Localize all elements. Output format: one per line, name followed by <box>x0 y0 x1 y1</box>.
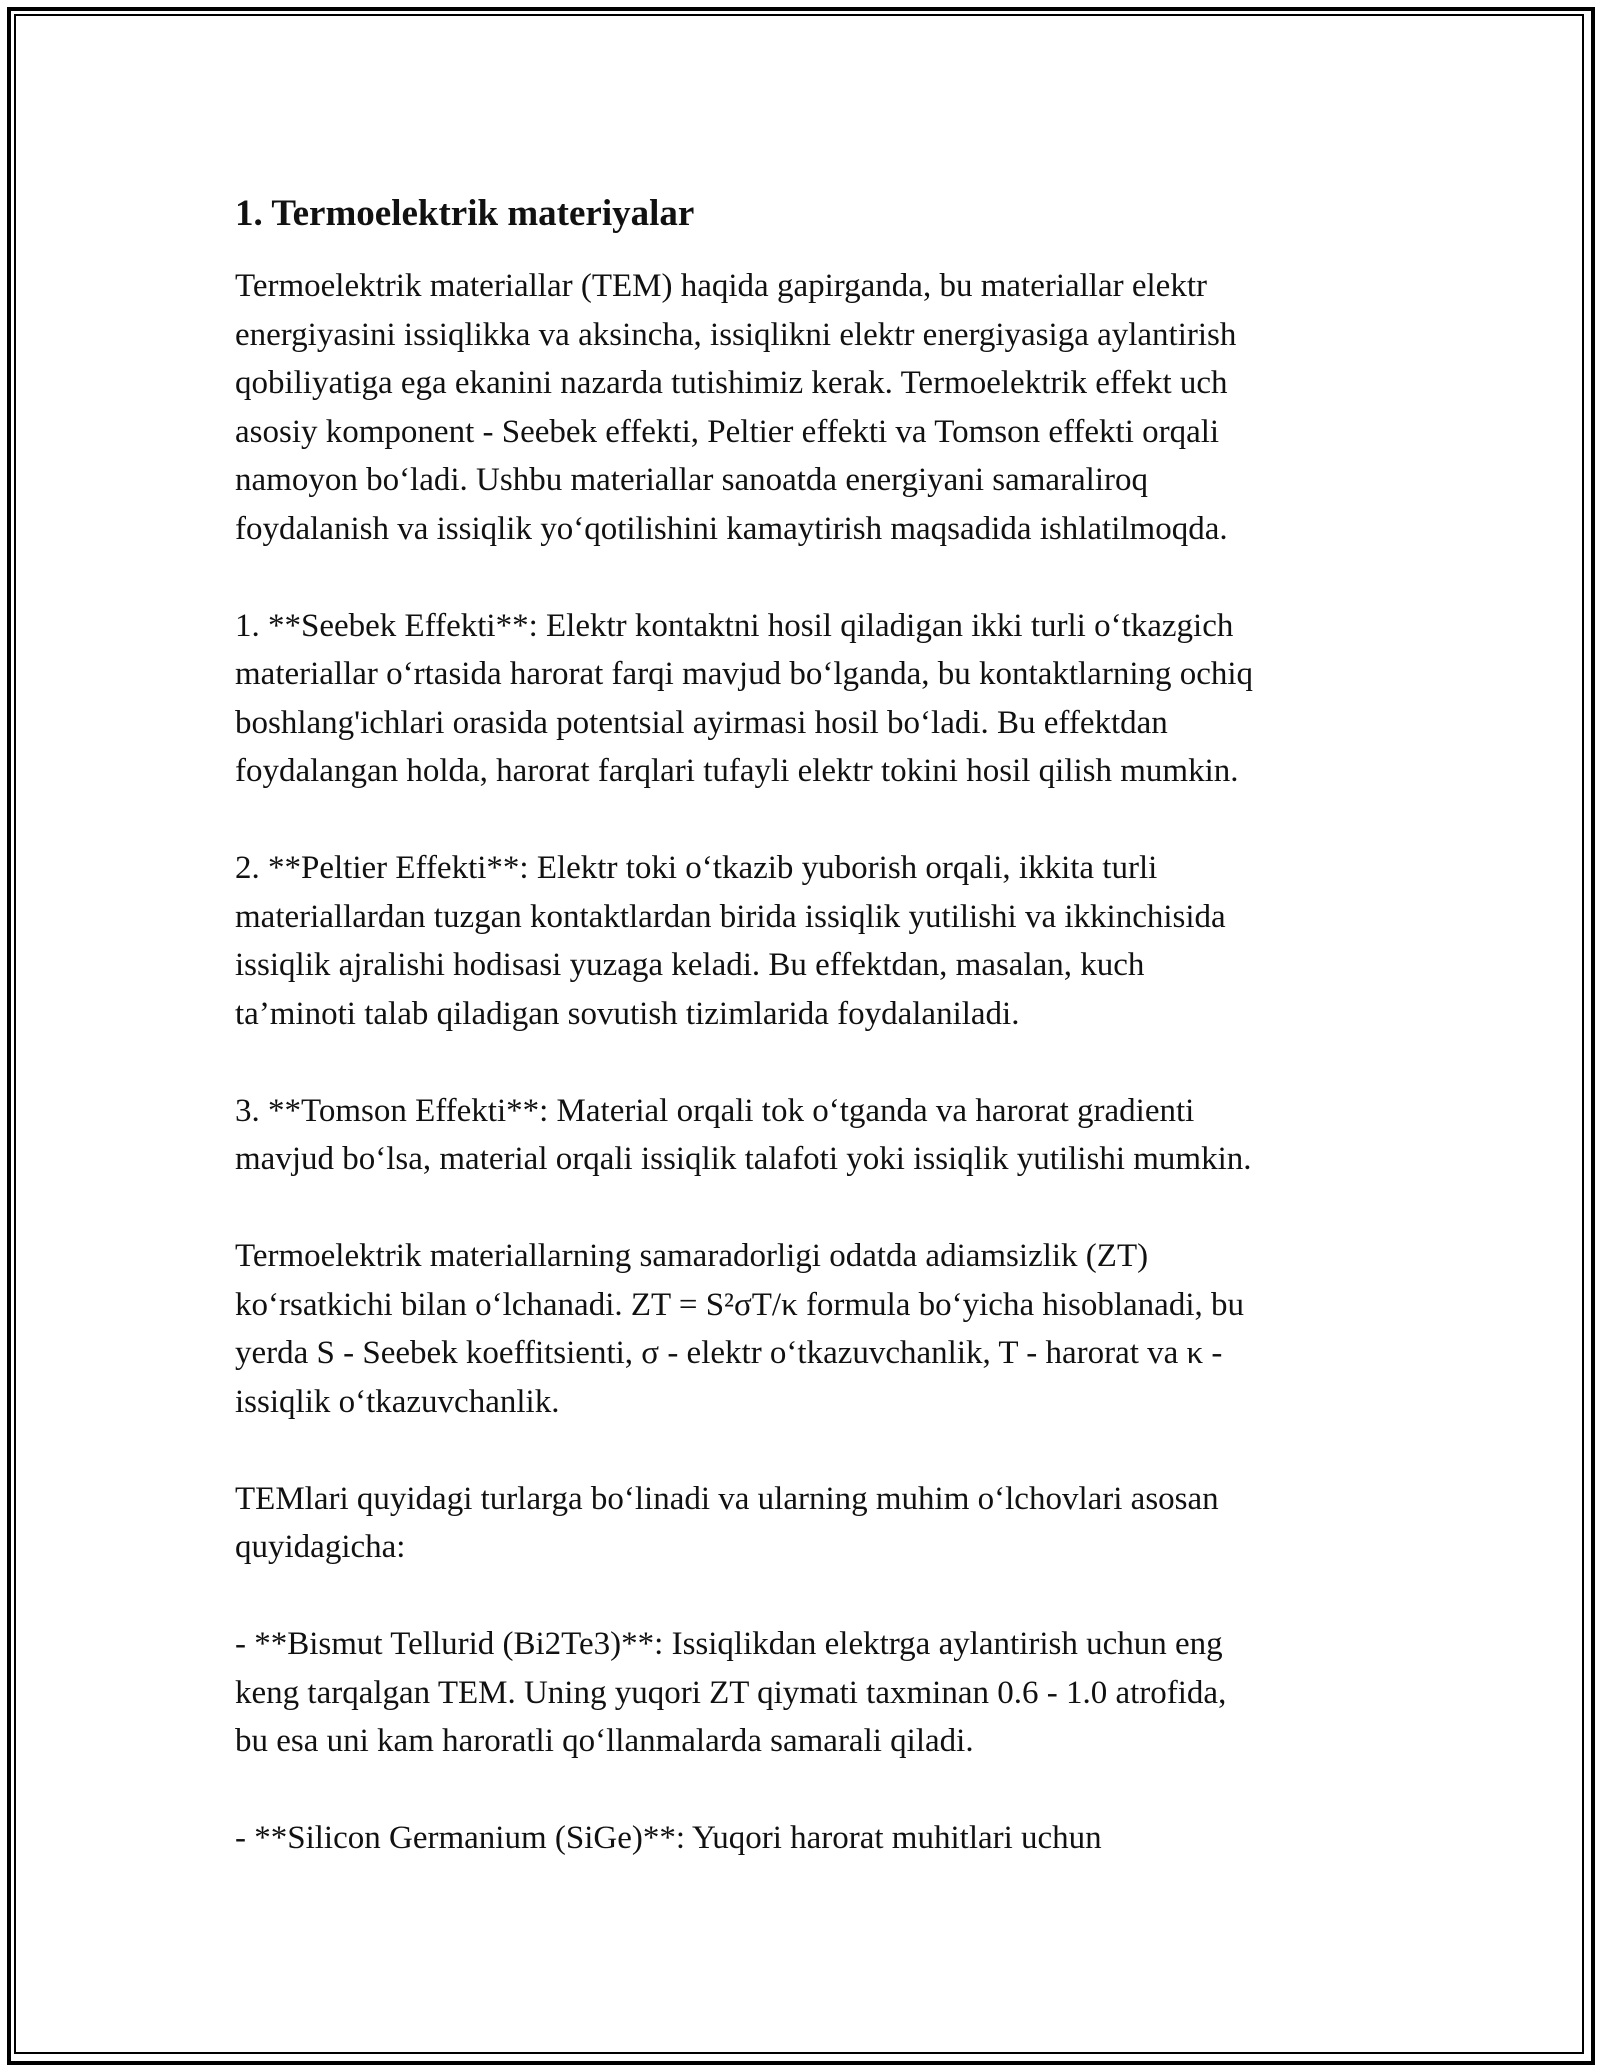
paragraph-peltier: 2. **Peltier Effekti**: Elektr toki o‘tkazib yuborish orqali, ikkita turli materiallardan tuzgan kontaktlardan birida issiqlik yutilishi va ikkinchisida issiqlik ajralishi hodisasi yuzaga keladi. Bu effektdan, masalan, kuch ta’minoti talab qiladigan sovutish tizimlarida foydalaniladi. <box>235 850 1226 1032</box>
paragraph-intro: Termoelektrik materiallar (TEM) haqida gapirganda, bu materiallar elektr energiyasini issiqlikka va aksincha, issiqlikni elektr energiyasiga aylantirish qobiliyatiga ega ekanini nazarda tutishimiz kerak. Termoelektrik effekt uch asosiy komponent - Seebek effekti, Peltier effekti va Tomson effekti orqali namoyon bo‘ladi. Ushbu materiallar sanoatda energiyani samaraliroq foydalanish va issiqlik yo‘qotilishini kamaytirish maqsadida ishlatilmoqda. <box>235 268 1237 547</box>
document-title: 1. Termoelektrik materiyalar <box>235 193 695 234</box>
paragraph-zt: Termoelektrik materiallarning samaradorligi odatda adiamsizlik (ZT) ko‘rsatkichi bilan o‘lchanadi. ZT = S²σT/κ formula bo‘yicha hisoblanadi, bu yerda S - Seebek koeffitsienti, σ - elektr o‘tkazuvchanlik, T - harorat va κ - issiqlik o‘tkazuvchanlik. <box>235 1238 1244 1420</box>
paragraph-seebek: 1. **Seebek Effekti**: Elektr kontaktni hosil qiladigan ikki turli o‘tkazgich materiallar o‘rtasida harorat farqi mavjud bo‘lganda, bu kontaktlarning ochiq boshlang'ichlari orasida potentsial ayirmasi hosil bo‘ladi. Bu effektdan foydalangan holda, harorat farqlari tufayli elektr tokini hosil qilish mumkin. <box>235 607 1254 789</box>
paragraph-sige: - **Silicon Germanium (SiGe)**: Yuqori harorat muhitlari uchun <box>235 1820 1102 1856</box>
document-body <box>235 186 1385 1863</box>
paragraph-tomson: 3. **Tomson Effekti**: Material orqali tok o‘tganda va harorat gradienti mavjud bo‘lsa, material orqali issiqlik talafoti yoki issiqlik yutilishi mumkin. <box>235 1092 1252 1177</box>
paragraph-bismut: - **Bismut Tellurid (Bi2Te3)**: Issiqlikdan elektrga aylantirish uchun eng keng tarqalgan TEM. Uning yuqori ZT qiymati taxminan 0.6 - 1.0 atrofida, bu esa uni kam haroratli qo‘llanmalarda samarali qiladi. <box>235 1626 1227 1759</box>
paragraph-types-intro: TEMlari quyidagi turlarga bo‘linadi va ularning muhim o‘lchovlari asosan quyidagicha: <box>235 1480 1219 1565</box>
